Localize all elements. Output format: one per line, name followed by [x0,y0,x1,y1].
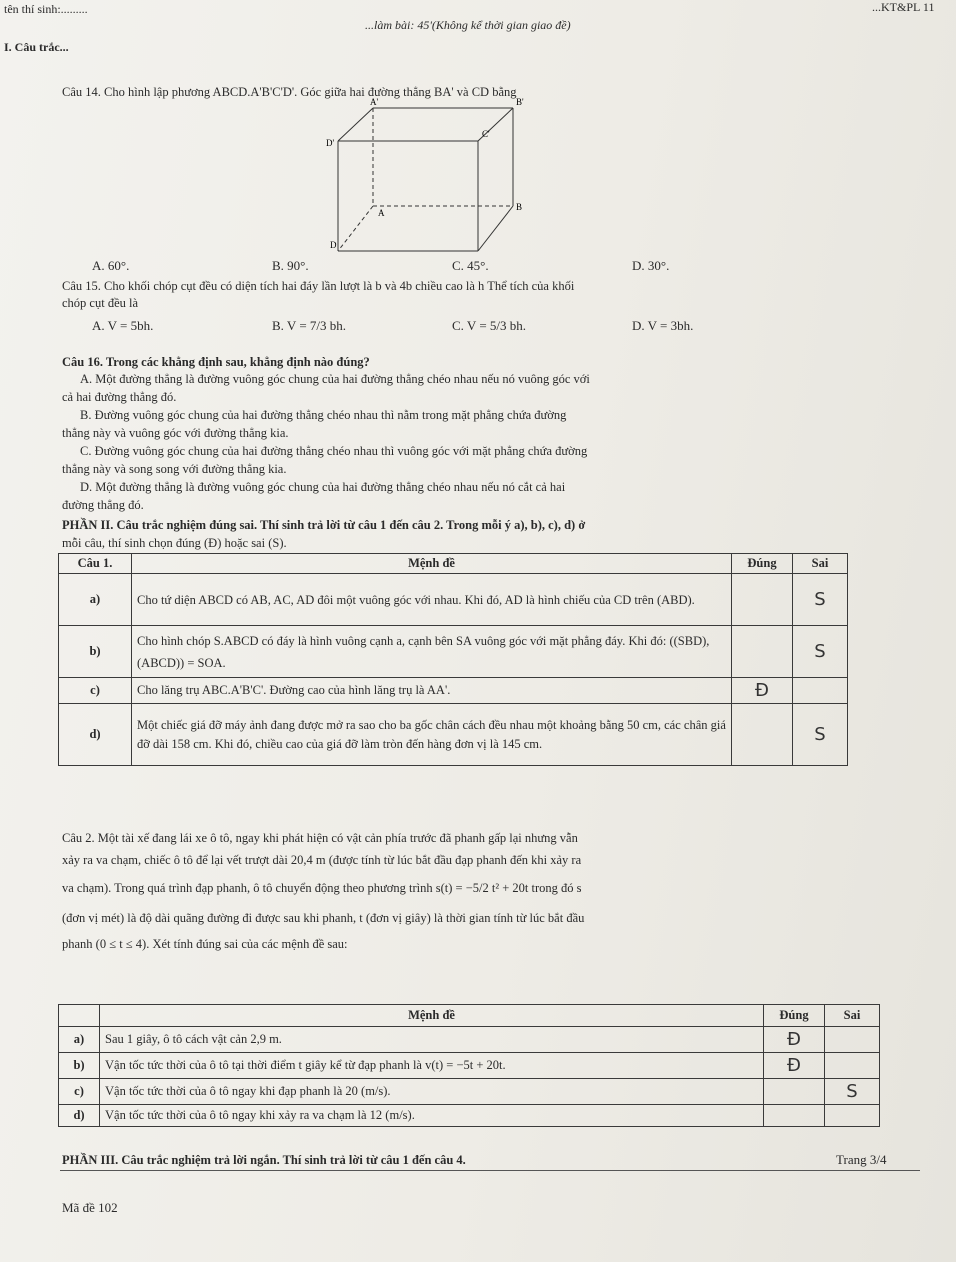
cube-label-d-top: D' [326,138,335,148]
table-row [59,574,848,626]
table-row [59,1079,880,1105]
table-row [59,1027,880,1053]
q14-text: Câu 14. Cho hình lập phương ABCD.A'B'C'D'. Góc giữa hai đường thẳng BA' và CD bằng [62,85,517,99]
q16-option-b-cont: thẳng này và vuông góc với đường thẳng kia. [62,426,289,440]
part2-title: PHẦN II. Câu trắc nghiệm đúng sai. Thí sinh trả lời từ câu 1 đến câu 2. Trong mỗi ý a), b), c), d) ở [62,518,586,532]
true-cell[interactable] [764,1105,825,1127]
false-cell[interactable]: S [793,626,848,678]
time-note: ...làm bài: 45'(Không kể thời gian giao đề) [365,18,571,32]
row-statement: Một chiếc giá đỡ máy ảnh đang được mở ra sao cho ba gốc chân cách đều nhau một khoảng bằng 50 cm, các chân giá đỡ dài 158 cm. Khi đó, chiều cao của giá đỡ làm tròn đến hàng đơn vị là 145 cm. [132,704,732,766]
q15-line2: chóp cụt đều là [62,296,139,310]
table-row [59,1105,880,1127]
q14-option-b[interactable]: B. 90°. [272,258,309,273]
false-cell[interactable]: S [793,704,848,766]
cube-label-a: A [378,208,385,218]
cube-label-a-top: A' [370,97,379,107]
q14-option-d[interactable]: D. 30°. [632,258,670,273]
row-statement: Cho tứ diện ABCD có AB, AC, AD đôi một vuông góc với nhau. Khi đó, AD là hình chiếu của CD trên (ABD). [132,574,732,626]
row-statement: Cho lăng trụ ABC.A'B'C'. Đường cao của hình lăng trụ là AA'. [132,678,732,704]
row-label: b) [59,626,132,678]
true-cell[interactable] [732,626,793,678]
q16-option-a[interactable]: A. Một đường thẳng là đường vuông góc chung của hai đường thẳng chéo nhau nếu nó vuông góc với [80,372,590,386]
q2-header-true: Đúng [764,1005,825,1027]
q1-header-statement: Mệnh đề [132,554,732,574]
q2-line2: xảy ra va chạm, chiếc ô tô để lại vết trượt dài 20,4 m (được tính từ lúc bắt đầu đạp phanh đến khi xảy ra [62,853,582,867]
q16-option-a-cont: cả hai đường thẳng đó. [62,390,177,404]
footer-divider [60,1170,920,1171]
row-statement: Vận tốc tức thời của ô tô ngay khi xảy ra va chạm là 12 (m/s). [100,1105,764,1127]
q1-header-true: Đúng [732,554,793,574]
table-row [59,626,848,678]
q15-option-c[interactable]: C. V = 5/3 bh. [452,318,527,333]
row-label: b) [59,1053,100,1079]
q2-line3: va chạm). Trong quá trình đạp phanh, ô tô chuyển động theo phương trình s(t) = −5/2 t² + 20t trong đó s [62,881,582,895]
q2-line1: Câu 2. Một tài xế đang lái xe ô tô, ngay khi phát hiện có vật cản phía trước đã phanh gấp lại nhưng vẫn [62,831,578,845]
q1-header-label: Câu 1. [59,554,132,574]
q16-option-d[interactable]: D. Một đường thẳng là đường vuông góc chung của hai đường thẳng chéo nhau nếu nó cắt cả hai [80,480,566,494]
q2-header-statement: Mệnh đề [100,1005,764,1027]
table-row [59,704,848,766]
row-statement: Cho hình chóp S.ABCD có đáy là hình vuông cạnh a, cạnh bên SA vuông góc với mặt phẳng đáy. Khi đó: ((SBD),(ABCD)) = SOA. [132,626,732,678]
q16-option-c-cont: thẳng này và song song với đường thẳng kia. [62,462,287,476]
row-label: a) [59,1027,100,1053]
true-cell[interactable] [732,574,793,626]
q2-line5: phanh (0 ≤ t ≤ 4). Xét tính đúng sai của các mệnh đề sau: [62,937,348,951]
exam-code: Mã đề 102 [62,1200,118,1215]
row-label: d) [59,1105,100,1127]
table-header [59,554,848,574]
true-cell[interactable] [764,1079,825,1105]
false-cell[interactable] [825,1105,880,1127]
q14-option-a[interactable]: A. 60°. [92,258,130,273]
q1-header-false: Sai [793,554,848,574]
true-cell[interactable]: Đ [764,1027,825,1053]
row-statement: Vận tốc tức thời của ô tô tại thời điểm t giây kể từ đạp phanh là v(t) = −5t + 20t. [100,1053,764,1079]
q16-option-c[interactable]: C. Đường vuông góc chung của hai đường thẳng chéo nhau thì vuông góc với mặt phẳng chứa đường [80,444,588,458]
q16-option-b[interactable]: B. Đường vuông góc chung của hai đường thẳng chéo nhau thì nằm trong mặt phẳng chứa đường [80,408,567,422]
section-i-title: I. Câu trắc... [4,40,69,54]
q15-line1: Câu 15. Cho khối chóp cụt đều có diện tích hai đáy lần lượt là b và 4b chiều cao là h Thể tích của khối [62,279,575,293]
true-cell[interactable] [732,704,793,766]
row-label: d) [59,704,132,766]
row-label: c) [59,1079,100,1105]
q2-line4: (đơn vị mét) là độ dài quãng đường đi được sau khi phanh, t (đơn vị giây) là thời gian tính từ lúc bắt đầu [62,911,585,925]
q2-header-blank [59,1005,100,1027]
q14-option-c[interactable]: C. 45°. [452,258,489,273]
student-name-label: tên thí sinh:......... [4,2,88,16]
page-number: Trang 3/4 [836,1152,887,1167]
part2-instruction: mỗi câu, thí sinh chọn đúng (Đ) hoặc sai (S). [62,536,287,550]
question2-table [58,1004,880,1127]
q16-option-d-cont: đường thẳng đó. [62,498,144,512]
subject-code: ...KT&PL 11 [872,0,935,14]
true-cell[interactable]: Đ [732,678,793,704]
true-cell[interactable]: Đ [764,1053,825,1079]
false-cell[interactable] [825,1027,880,1053]
false-cell[interactable] [793,678,848,704]
cube-label-c-top: C' [482,129,490,139]
table-row [59,1053,880,1079]
q15-option-b[interactable]: B. V = 7/3 bh. [272,318,347,333]
cube-figure [318,96,548,256]
cube-label-d: D [330,240,337,250]
cube-label-b: B [516,202,523,212]
cube-label-b-top: B' [516,97,524,107]
q15-option-d[interactable]: D. V = 3bh. [632,318,694,333]
q15-option-a[interactable]: A. V = 5bh. [92,318,154,333]
false-cell[interactable]: S [793,574,848,626]
q16-prompt: Câu 16. Trong các khẳng định sau, khẳng định nào đúng? [62,355,370,369]
table-row [59,678,848,704]
row-label: c) [59,678,132,704]
row-label: a) [59,574,132,626]
question1-table [58,553,848,766]
table-header [59,1005,880,1027]
row-statement: Vận tốc tức thời của ô tô ngay khi đạp phanh là 20 (m/s). [100,1079,764,1105]
false-cell[interactable] [825,1053,880,1079]
row-statement: Sau 1 giây, ô tô cách vật cản 2,9 m. [100,1027,764,1053]
false-cell[interactable]: S [825,1079,880,1105]
q2-header-false: Sai [825,1005,880,1027]
part3-title: PHẦN III. Câu trắc nghiệm trả lời ngắn. Thí sinh trả lời từ câu 1 đến câu 4. [62,1153,466,1167]
